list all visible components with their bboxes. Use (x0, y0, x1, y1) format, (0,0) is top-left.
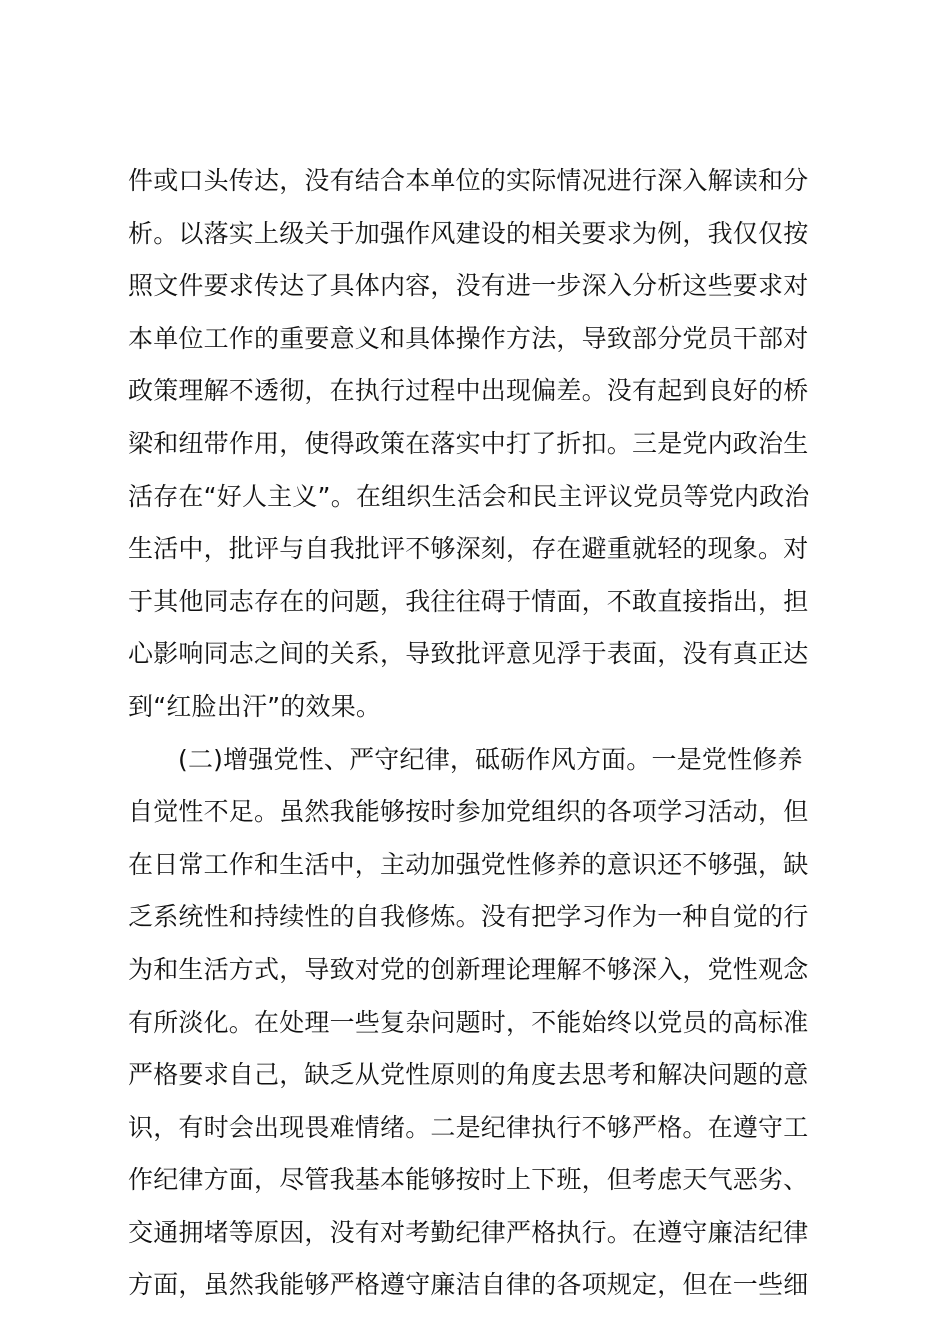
text-line: 为和生活方式，导致对党的创新理论理解不够深入，党性观念 (128, 954, 809, 984)
text-line: 件或口头传达，没有结合本单位的实际情况进行深入解读和分 (128, 166, 809, 195)
text-line: 政策理解不透彻，在执行过程中出现偏差。没有起到良好的桥 (128, 376, 809, 406)
text-line: 交通拥堵等原因，没有对考勤纪律严格执行。在遵守廉洁纪律 (128, 1217, 809, 1247)
text-line: 严格要求自己，缺乏从党性原则的角度去思考和解决问题的意 (128, 1060, 809, 1090)
text-line: 析。以落实上级关于加强作风建设的相关要求为例，我仅仅按 (128, 218, 809, 248)
text-line: 到“红脸出汗”的效果。 (128, 691, 382, 721)
text-line: 有所淡化。在处理一些复杂问题时，不能始终以党员的高标准 (128, 1007, 809, 1037)
section-heading-line: (二)增强党性、严守纪律，砥砺作风方面。一是党性修养 (178, 744, 803, 774)
text-line: 乏系统性和持续性的自我修炼。没有把学习作为一种自觉的行 (128, 902, 809, 932)
text-line: 照文件要求传达了具体内容，没有进一步深入分析这些要求对 (128, 271, 809, 301)
text-line: 于其他同志存在的问题，我往往碍于情面，不敢直接指出，担 (128, 586, 809, 616)
text-line: 在日常工作和生活中，主动加强党性修养的意识还不够强，缺 (128, 849, 809, 879)
text-line: 本单位工作的重要意义和具体操作方法，导致部分党员干部对 (128, 323, 809, 353)
text-line: 心影响同志之间的关系，导致批评意见浮于表面，没有真正达 (128, 639, 809, 669)
text-line: 方面，虽然我能够严格遵守廉洁自律的各项规定，但在一些细 (128, 1270, 809, 1300)
text-line: 作纪律方面，尽管我基本能够按时上下班，但考虑天气恶劣、 (128, 1165, 809, 1195)
text-line: 梁和纽带作用，使得政策在落实中打了折扣。三是党内政治生 (128, 428, 809, 458)
text-line: 生活中，批评与自我批评不够深刻，存在避重就轻的现象。对 (128, 534, 809, 564)
text-line: 识，有时会出现畏难情绪。二是纪律执行不够严格。在遵守工 (128, 1112, 809, 1142)
text-line: 自觉性不足。虽然我能够按时参加党组织的各项学习活动，但 (128, 797, 809, 827)
document-body (128, 155, 820, 1312)
text-line: 活存在“好人主义”。在组织生活会和民主评议党员等党内政治 (128, 481, 810, 511)
